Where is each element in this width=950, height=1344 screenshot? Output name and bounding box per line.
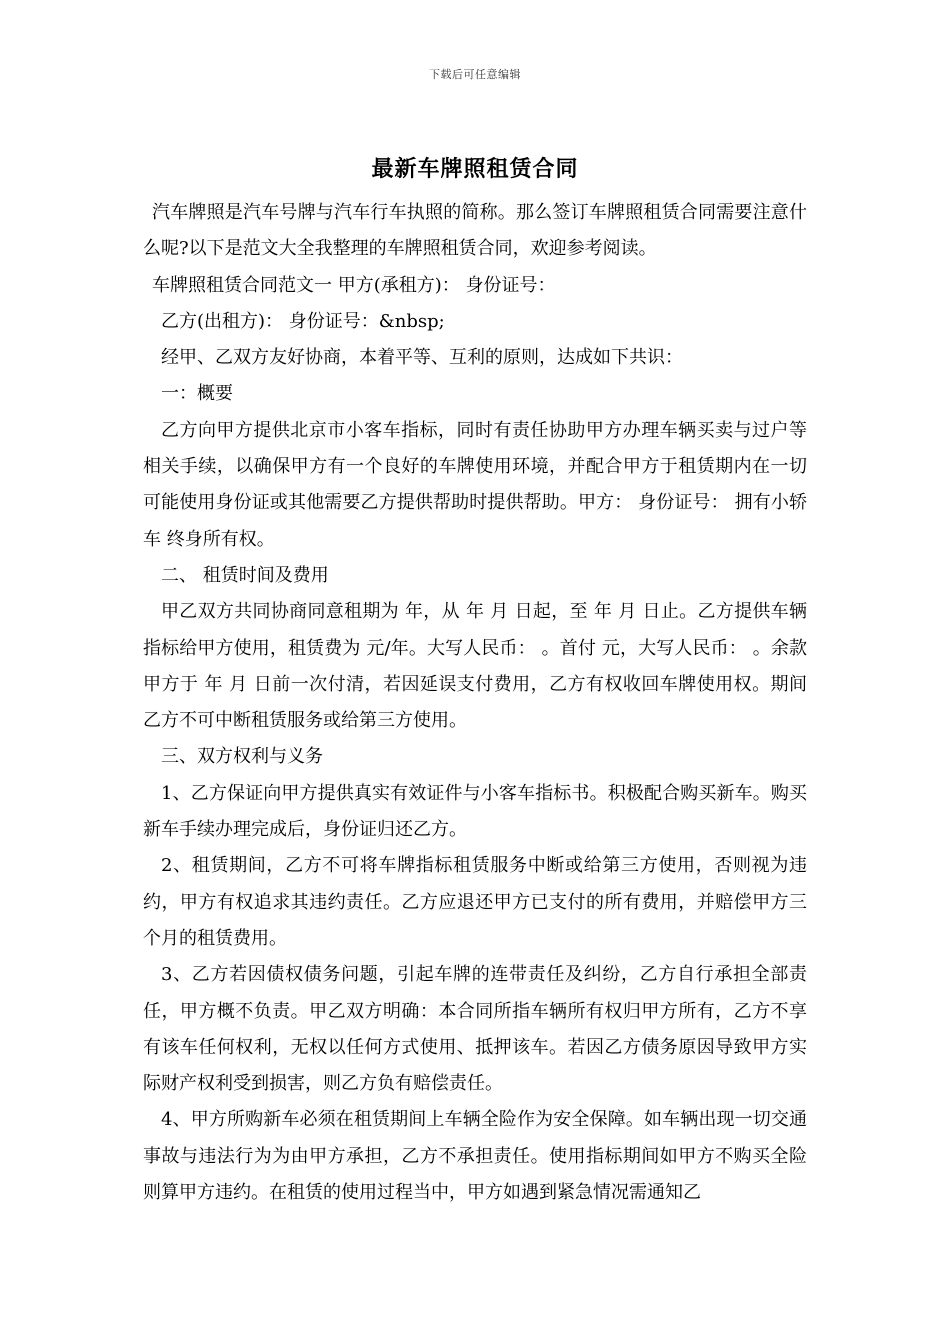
section-heading-overview: 一：概要	[161, 383, 233, 405]
paragraph-term-fees: 甲乙双方共同协商同意租期为 年，从 年 月 日起，至 年 月 日止。乙方提供车辆指标给甲方使用，租赁费为 元/年。大写人民币： 。首付 元，大写人民币： 。余款甲方于 年 月 日前一次付清，若因延误支付费用，乙方有权收回车牌使用权。期间乙方不可中断租赁服务或给第三方使用。	[143, 601, 807, 732]
clause-1: 1、乙方保证向甲方提供真实有效证件与小客车指标书。积极配合购买新车。购买新车手续办理完成后，身份证归还乙方。	[143, 782, 807, 841]
document-body	[143, 195, 807, 1211]
section-heading-term-fees: 二、 租赁时间及费用	[161, 564, 329, 586]
page-header-note: 下载后可任意编辑	[429, 68, 521, 81]
section-heading-rights: 三、双方权利与义务	[161, 746, 323, 768]
document-title: 最新车牌照租赁合同	[371, 157, 579, 182]
paragraph-consensus: 经甲、乙双方友好协商，本着平等、互利的原则，达成如下共识：	[161, 347, 683, 369]
paragraph-party-b: 乙方(出租方)： 身份证号：&nbsp;	[161, 310, 445, 332]
paragraph-intro: 汽车牌照是汽车号牌与汽车行车执照的简称。那么签订车牌照租赁合同需要注意什么呢?以下是范文大全我整理的车牌照租赁合同，欢迎参考阅读。	[143, 202, 807, 260]
paragraph-party-a: 车牌照租赁合同范文一 甲方(承租方)： 身份证号：	[152, 274, 556, 296]
clause-2: 2、租赁期间，乙方不可将车牌指标租赁服务中断或给第三方使用，否则视为违约，甲方有权追求其违约责任。乙方应退还甲方已支付的所有费用，并赔偿甲方三个月的租赁费用。	[143, 855, 807, 949]
paragraph-overview: 乙方向甲方提供北京市小客车指标，同时有责任协助甲方办理车辆买卖与过户等相关手续，以确保甲方有一个良好的车牌使用环境，并配合甲方于租赁期内在一切可能使用身份证或其他需要乙方提供帮助时提供帮助。甲方： 身份证号： 拥有小轿车 终身所有权。	[143, 419, 807, 550]
clause-4: 4、甲方所购新车必须在租赁期间上车辆全险作为安全保障。如车辆出现一切交通事故与违法行为为由甲方承担，乙方不承担责任。使用指标期间如甲方不购买全险则算甲方违约。在租赁的使用过程当中，甲方如遇到紧急情况需通知乙	[143, 1109, 807, 1204]
clause-3: 3、乙方若因债权债务问题，引起车牌的连带责任及纠纷，乙方自行承担全部责任，甲方概不负责。甲乙双方明确：本合同所指车辆所有权归甲方所有，乙方不享有该车任何权利，无权以任何方式使用、抵押该车。若因乙方债务原因导致甲方实际财产权利受到损害，则乙方负有赔偿责任。	[143, 964, 807, 1095]
